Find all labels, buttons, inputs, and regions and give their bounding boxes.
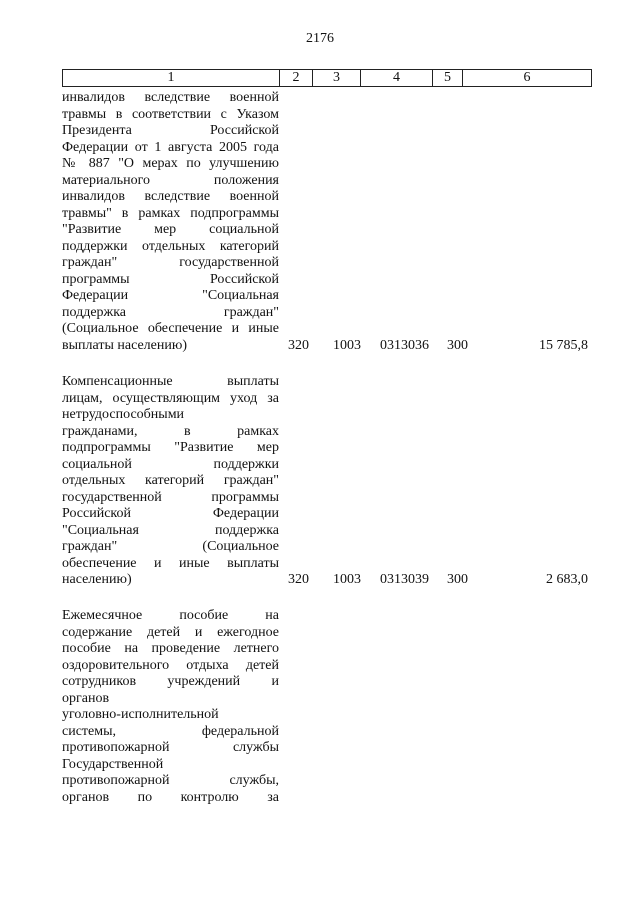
description-line: лицам, осуществляющим уход за [62,390,279,406]
cell-amount: 2 683,0 [546,572,588,587]
header-col-4: 4 [361,70,433,86]
description-line: системы, федеральной [62,723,279,739]
description-line: оздоровительного отдыха детей [62,657,279,673]
description-line: нетрудоспособными [62,407,185,422]
description-line: "Социальная поддержка [62,522,279,538]
description-line: уголовно-исполнительной [62,707,219,722]
row-values [62,572,592,589]
description-line: противопожарной службы, [62,773,279,788]
description-line: граждан" (Социальное [62,539,279,554]
description-line: обеспечение и иные выплаты [62,555,279,571]
description-line: гражданами, в рамках [62,423,279,439]
description-line: программы Российской [62,271,279,287]
header-col-2: 2 [280,70,313,86]
description-line: сотрудников учреждений и [62,674,279,689]
description-line: граждан" государственной [62,255,279,270]
header-col-3: 3 [313,70,361,86]
description-line: государственной программы [62,489,279,505]
description-line: Федерации от 1 августа 2005 года [62,139,279,155]
header-col-1: 1 [63,70,280,86]
description-line: инвалидов вследствие военной [62,90,279,105]
description-line: травмы" в рамках подпрограммы [62,205,279,221]
cell-target-code: 0313036 [380,337,429,353]
description-line: Компенсационные выплаты [62,374,279,389]
page-number: 2176 [306,31,334,46]
description-line: социальной поддержки [62,456,279,472]
description-line: Российской Федерации [62,506,279,521]
cell-target-code: 0313039 [380,572,429,587]
description-line: поддержки отдельных категорий [62,238,279,254]
description-line: (Социальное обеспечение и иные [62,321,279,336]
description-line: травмы в соответствии с Указом [62,106,279,122]
header-col-6: 6 [523,70,531,85]
cell-amount: 15 785,8 [539,337,588,353]
description-line: выплаты населению) [62,337,187,353]
description-line: "Развитие мер социальной [62,222,279,237]
description-line: Ежемесячное пособие на [62,608,279,623]
table-header-row [62,69,592,87]
cell-expense-type: 300 [447,572,468,587]
cell-admin-code: 320 [288,572,309,587]
description-line: подпрограммы "Развитие мер [62,440,279,455]
description-line: Президента Российской [62,123,279,138]
description-line: поддержка граждан" [62,304,279,320]
description-line: населению) [62,572,132,587]
description-line: Федерации "Социальная [62,288,279,303]
description-line: пособие на проведение летнего [62,641,279,656]
cell-section-code: 1003 [333,572,361,587]
description-line: № 887 "О мерах по улучшению [62,156,279,171]
description-line: содержание детей и ежегодное [62,624,279,640]
description-line: Государственной [62,756,164,772]
description-line: органов [62,690,110,706]
description-line: противопожарной службы [62,740,279,755]
description-line: органов по контролю за [62,789,279,805]
description-line: инвалидов вследствие военной [62,189,279,204]
cell-section-code: 1003 [333,337,361,353]
header-col-5: 5 [433,70,463,86]
cell-admin-code: 320 [288,337,309,353]
description-line: отдельных категорий граждан" [62,473,279,488]
row-values [62,338,592,355]
row-description [62,90,279,354]
row-description [62,608,279,806]
row-description [62,374,279,589]
cell-expense-type: 300 [447,337,468,353]
description-line: материального положения [62,172,279,188]
